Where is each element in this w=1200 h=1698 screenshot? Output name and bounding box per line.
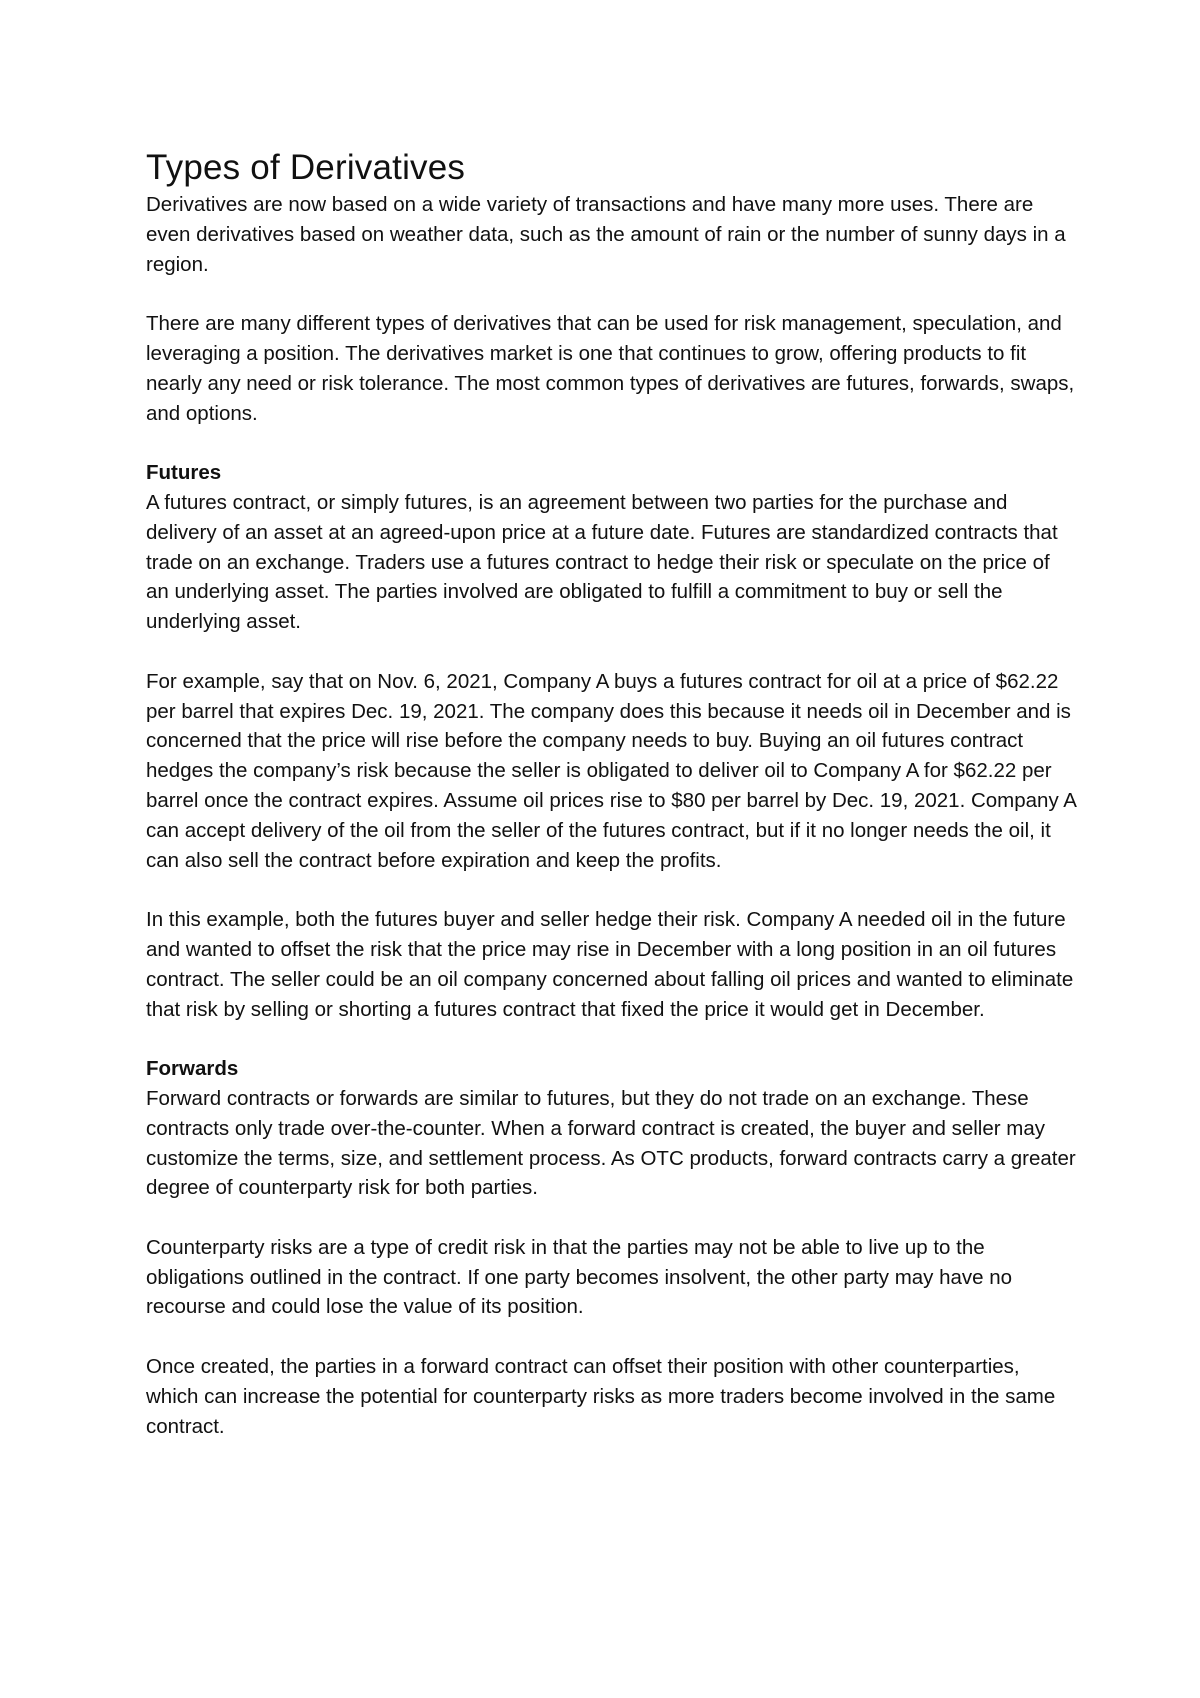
page-title: Types of Derivatives: [146, 148, 466, 187]
intro-paragraph-1: Derivatives are now based on a wide variety of transactions and have many more uses. There are even derivatives based on weather data, such as the amount of rain or the number of sunny days in a region.: [146, 193, 1066, 276]
futures-heading: Futures: [146, 461, 222, 485]
document-body: [146, 146, 1076, 1441]
futures-paragraph-2: For example, say that on Nov. 6, 2021, Company A buys a futures contract for oil at a price of $62.22 per barrel that expires Dec. 19, 2021. The company does this because it needs oil in December and is concerned that the price will rise before the company needs to buy. Buying an oil futures contract hedges the company’s risk because the seller is obligated to deliver oil to Company A for $62.22 per barrel once the contract expires. Assume oil prices rise to $80 per barrel by Dec. 19, 2021. Company A can accept delivery of the oil from the seller of the futures contract, but if it no longer needs the oil, it can also sell the contract before expiration and keep the profits.: [146, 669, 1076, 872]
futures-paragraph-1: A futures contract, or simply futures, is an agreement between two parties for the purchase and delivery of an asset at an agreed-upon price at a future date. Futures are standardized contracts that trade on an exchange. Traders use a futures contract to hedge their risk or speculate on the price of an underlying asset. The parties involved are obligated to fulfill a commitment to buy or sell the underlying asset.: [146, 490, 1058, 634]
forwards-heading: Forwards: [146, 1057, 239, 1081]
section-futures: [146, 458, 1076, 1024]
section-forwards: [146, 1054, 1076, 1441]
intro-paragraph-2: There are many different types of derivatives that can be used for risk management, speculation, and leveraging a position. The derivatives market is one that continues to grow, offering products to fit nearly any need or risk tolerance. The most common types of derivatives are futures, forwards, swaps, and options.: [146, 312, 1075, 425]
forwards-paragraph-1: Forward contracts or forwards are similar to futures, but they do not trade on an exchange. These contracts only trade over-the-counter. When a forward contract is created, the buyer and seller may customize the terms, size, and settlement process. As OTC products, forward contracts carry a greater degree of counterparty risk for both parties.: [146, 1086, 1076, 1200]
forwards-paragraph-2: Counterparty risks are a type of credit risk in that the parties may not be able to live up to the obligations outlined in the contract. If one party becomes insolvent, the other party may have no recourse and could lose the value of its position.: [146, 1235, 1013, 1319]
forwards-paragraph-3: Once created, the parties in a forward contract can offset their position with other counterparties, which can increase the potential for counterparty risks as more traders become involved in the same contract.: [146, 1355, 1056, 1438]
futures-paragraph-3: In this example, both the futures buyer and seller hedge their risk. Company A needed oil in the future and wanted to offset the risk that the price may rise in December with a long position in an oil futures contract. The seller could be an oil company concerned about falling oil prices and wanted to eliminate that risk by selling or shorting a futures contract that fixed the price it would get in December.: [146, 908, 1074, 1021]
